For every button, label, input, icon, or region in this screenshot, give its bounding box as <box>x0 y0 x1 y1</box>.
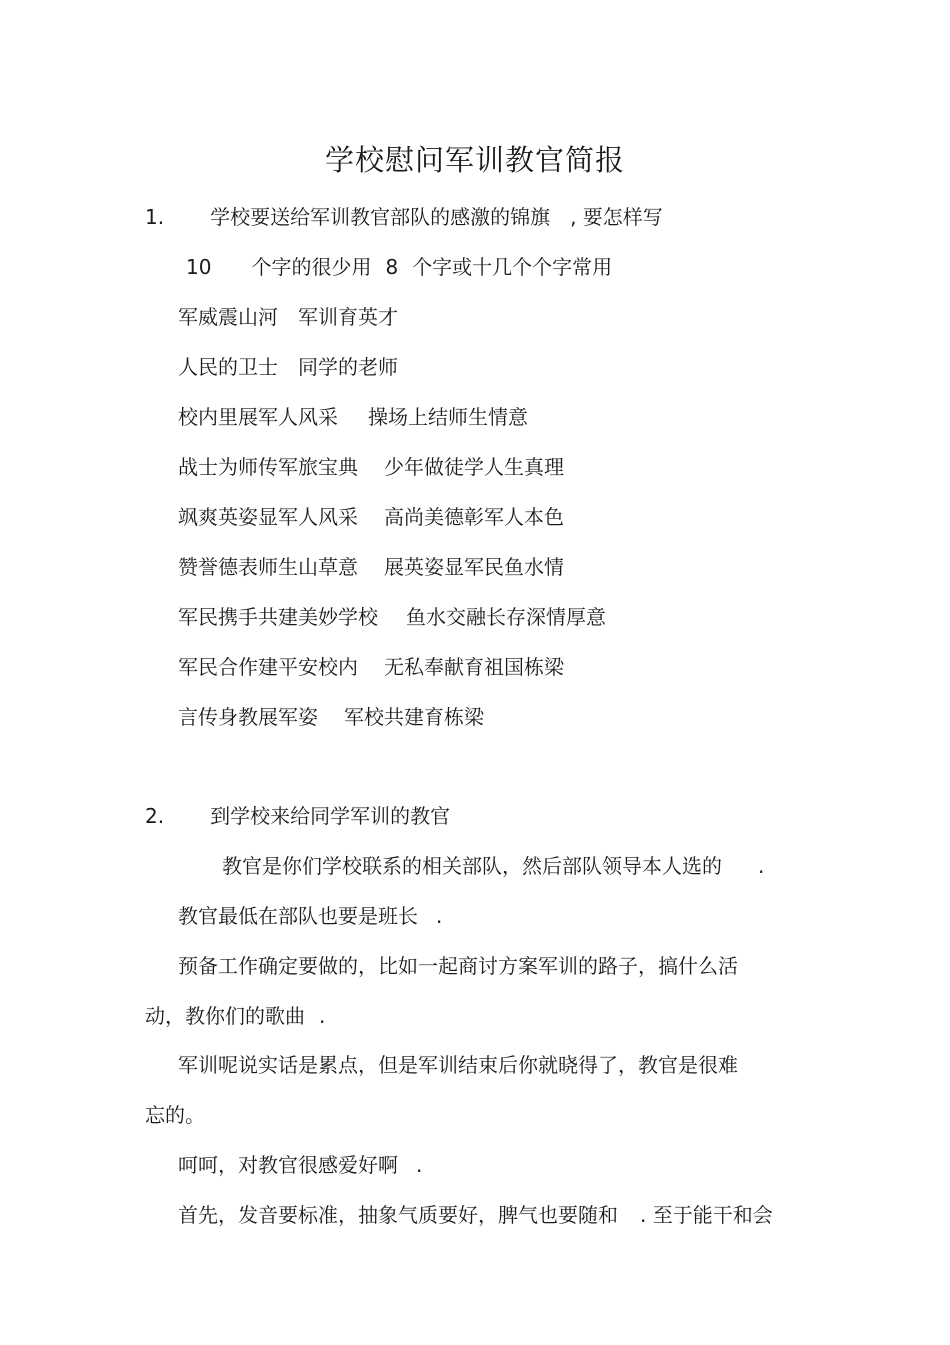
couplet-second: 鱼水交融长存深情厚意 <box>406 605 606 629</box>
paragraph-line <box>145 1001 325 1031</box>
paragraph-line <box>178 1050 738 1080</box>
couplet-first: 飒爽英姿显军人风采 <box>178 505 358 529</box>
paragraph-text: 动，教你们的歌曲 <box>145 1004 305 1028</box>
paragraph-text: 忘的。 <box>145 1103 205 1127</box>
paragraph-line <box>178 901 442 931</box>
section1-number: 1. <box>145 205 165 229</box>
paragraph-text: 教官是你们学校联系的相关部队，然后部队领导本人选的 <box>222 854 722 878</box>
couplet-first: 校内里展军人风采 <box>178 405 338 429</box>
paragraph-punct: . <box>319 1004 326 1028</box>
section1-note-line <box>186 252 612 282</box>
couplet-second: 展英姿显军民鱼水情 <box>384 555 564 579</box>
paragraph-punct: . <box>758 854 765 878</box>
couplet-line <box>178 652 564 682</box>
couplet-second: 少年做徒学人生真理 <box>384 455 564 479</box>
couplet-line <box>178 702 484 732</box>
couplet-line <box>178 352 398 382</box>
paragraph-text: 教官最低在部队也要是班长 <box>178 904 418 928</box>
couplet-second: 无私奉献育祖国栋梁 <box>384 655 564 679</box>
paragraph-line <box>222 851 764 881</box>
paragraph-text: 呵呵，对教官很感爱好啊 <box>178 1153 398 1177</box>
paragraph-punct: . <box>416 1153 423 1177</box>
couplet-first: 军民携手共建美妙学校 <box>178 605 378 629</box>
paragraph-line <box>178 1150 422 1180</box>
couplet-second: 军校共建育栋梁 <box>344 705 484 729</box>
paragraph-text: . 至于能干和会 <box>640 1203 773 1227</box>
couplet-second: 操场上结师生情意 <box>368 405 528 429</box>
paragraph-line <box>145 1100 205 1130</box>
paragraph-punct: . <box>436 904 443 928</box>
document-title: 学校慰问军训教官简报 <box>324 143 625 177</box>
couplet-first: 战士为师传军旅宝典 <box>178 455 358 479</box>
section2-heading: 到学校来给同学军训的教官 <box>210 804 451 828</box>
couplet-second: 军训育英才 <box>298 305 398 329</box>
couplet-first: 军民合作建平安校内 <box>178 655 358 679</box>
paragraph-line <box>178 951 738 981</box>
couplet-line <box>178 452 564 482</box>
couplet-second: 同学的老师 <box>298 355 398 379</box>
section1-question-line <box>145 202 663 232</box>
note-text-b: 个字或十几个个字常用 <box>412 255 613 279</box>
couplet-line <box>178 602 606 632</box>
section1-question-a: 学校要送给军训教官部队的感激的锦旗 <box>210 205 551 229</box>
couplet-first: 人民的卫士 <box>178 355 278 379</box>
paragraph-text: 预备工作确定要做的，比如一起商讨方案军训的路子，搞什么活 <box>178 954 738 978</box>
couplet-line <box>178 302 398 332</box>
section2-heading-line <box>145 801 450 831</box>
paragraph-text: 军训呢说实话是累点，但是军训结束后你就晓得了，教官是很难 <box>178 1053 738 1077</box>
section1-question-b: , 要怎样写 <box>570 205 663 229</box>
section2-number: 2. <box>145 804 165 828</box>
paragraph-text: 首先，发音要标准，抽象气质要好，脾气也要随和 <box>178 1203 618 1227</box>
paragraph-line <box>178 1200 773 1230</box>
couplet-line <box>178 402 528 432</box>
couplet-line <box>178 502 564 532</box>
couplet-second: 高尚美德彰军人本色 <box>384 505 564 529</box>
note-number-8: 8 <box>385 255 399 279</box>
couplet-first: 言传身教展军姿 <box>178 705 318 729</box>
couplet-first: 军威震山河 <box>178 305 278 329</box>
note-number-10: 10 <box>186 255 212 279</box>
couplet-line <box>178 552 564 582</box>
note-text-a: 个字的很少用 <box>251 255 372 279</box>
couplet-first: 赞誉德表师生山草意 <box>178 555 358 579</box>
